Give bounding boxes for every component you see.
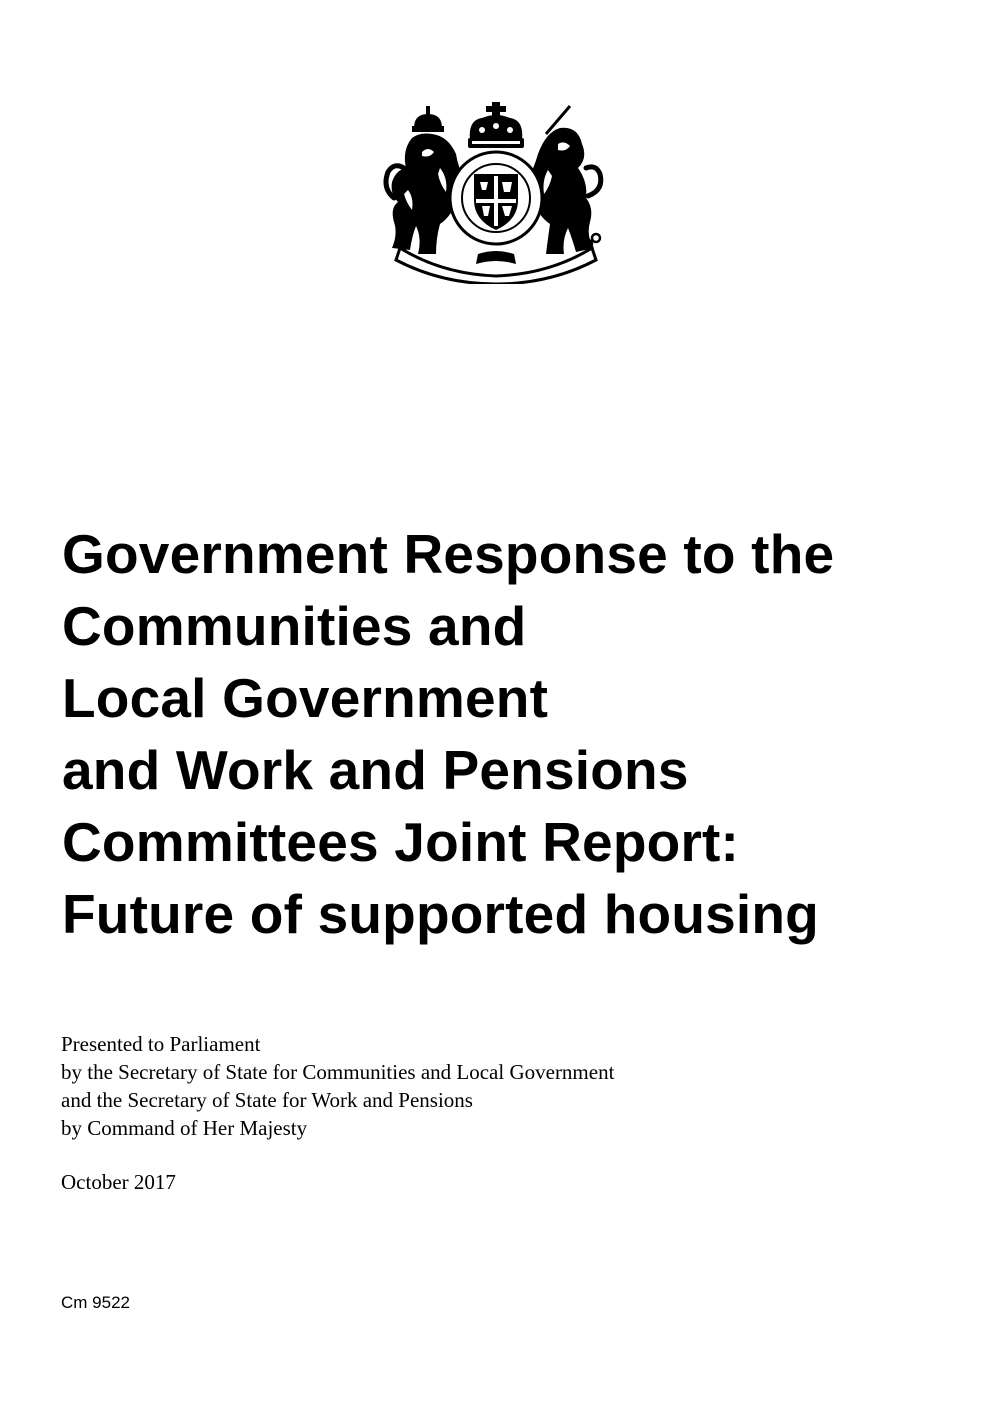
presentation-statement: [61, 1030, 861, 1142]
royal-coat-of-arms-icon: [382, 98, 610, 284]
presentation-line: and the Secretary of State for Work and Pensions: [61, 1088, 473, 1112]
presentation-line: by the Secretary of State for Communities and Local Government: [61, 1060, 615, 1084]
title-line: and Work and Pensions: [62, 739, 689, 801]
title-line: Future of supported housing: [62, 883, 819, 945]
document-title: [62, 518, 962, 950]
publication-date: October 2017: [61, 1170, 176, 1194]
title-line: Communities and: [62, 595, 527, 657]
title-line: Committees Joint Report:: [62, 811, 740, 873]
presentation-line: by Command of Her Majesty: [61, 1116, 308, 1140]
presentation-line: Presented to Parliament: [61, 1032, 261, 1056]
command-paper-number: Cm 9522: [61, 1293, 130, 1312]
title-line: Government Response to the: [62, 523, 835, 585]
title-line: Local Government: [62, 667, 549, 729]
